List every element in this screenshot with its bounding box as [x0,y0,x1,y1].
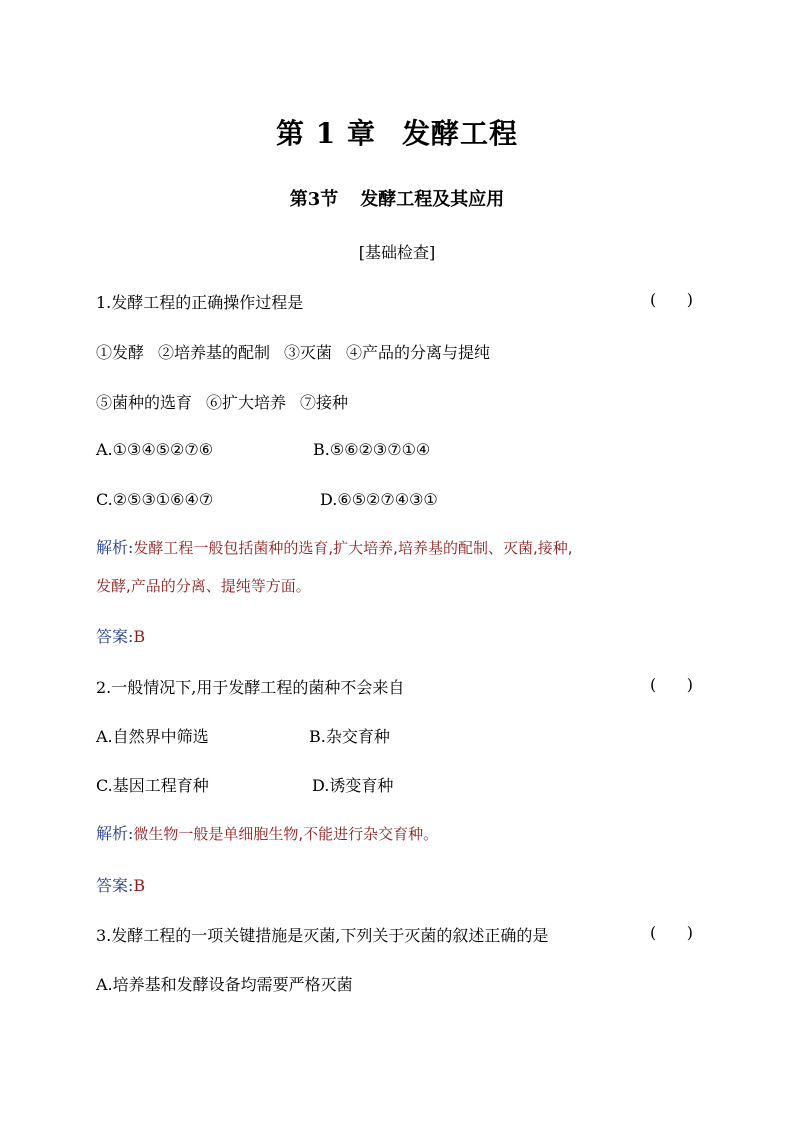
question-3-option-a: A.培养基和发酵设备均需要严格灭菌 [96,975,353,994]
item-1: ①发酵 [96,343,145,362]
chapter-name: 发酵工程 [401,117,518,150]
question-2-option-d: D.诱变育种 [312,776,394,795]
analysis-text-line-1: 微生物一般是单细胞生物,不能进行杂交育种。 [133,825,439,843]
question-3-stem: 3.发酵工程的一项关键措施是灭菌,下列关于灭菌的叙述正确的是 [96,926,549,945]
question-2-option-b: B.杂交育种 [309,727,390,746]
question-1-answer-blank: ( ) [650,290,693,309]
chapter-number: 第 1 章 [276,117,376,150]
item-6: ⑥扩大培养 [206,393,287,412]
section-number: 第3节 [289,189,339,210]
question-2-option-a: A.自然界中筛选 [96,727,209,746]
analysis-text-line-1: 发酵工程一般包括菌种的选育,扩大培养,培养基的配制、灭菌,接种, [133,539,573,557]
question-2-answer-blank: ( ) [650,675,693,694]
analysis-text-line-2: 发酵,产品的分离、提纯等方面。 [96,577,311,595]
question-1-option-a: A.①③④⑤②⑦⑥ [96,440,214,459]
question-1-items-line-2 [96,390,348,413]
answer-label: 答案: [96,876,134,895]
item-4: ④产品的分离与提纯 [346,343,491,362]
answer-value: B [133,876,146,895]
answer-value: B [133,627,146,646]
question-2-answer [96,873,145,896]
answer-label: 答案: [96,627,134,646]
question-3-answer-blank: ( ) [650,923,693,942]
question-2-option-c: C.基因工程育种 [96,776,209,795]
item-3: ③灭菌 [284,343,333,362]
analysis-label: 解析: [96,538,134,557]
section-name: 发酵工程及其应用 [360,189,505,210]
question-1-option-b: B.⑤⑥②③⑦①④ [313,440,431,459]
question-1-analysis [96,529,696,605]
analysis-label: 解析: [96,824,134,843]
item-5: ⑤菌种的选育 [96,393,193,412]
question-1-items-line-1 [96,340,490,363]
section-title [0,185,794,211]
question-2-stem: 2.一般情况下,用于发酵工程的菌种不会来自 [96,678,405,697]
question-1-option-d: D.⑥⑤②⑦④③① [320,490,438,509]
question-1-stem: 1.发酵工程的正确操作过程是 [96,293,304,312]
subsection-heading: [基础检查] [358,243,436,262]
item-2: ②培养基的配制 [158,343,271,362]
question-1-answer [96,624,145,647]
question-2-analysis [96,815,696,853]
item-7: ⑦接种 [300,393,349,412]
question-1-option-c: C.②⑤③①⑥④⑦ [96,490,214,509]
chapter-title [0,112,794,152]
